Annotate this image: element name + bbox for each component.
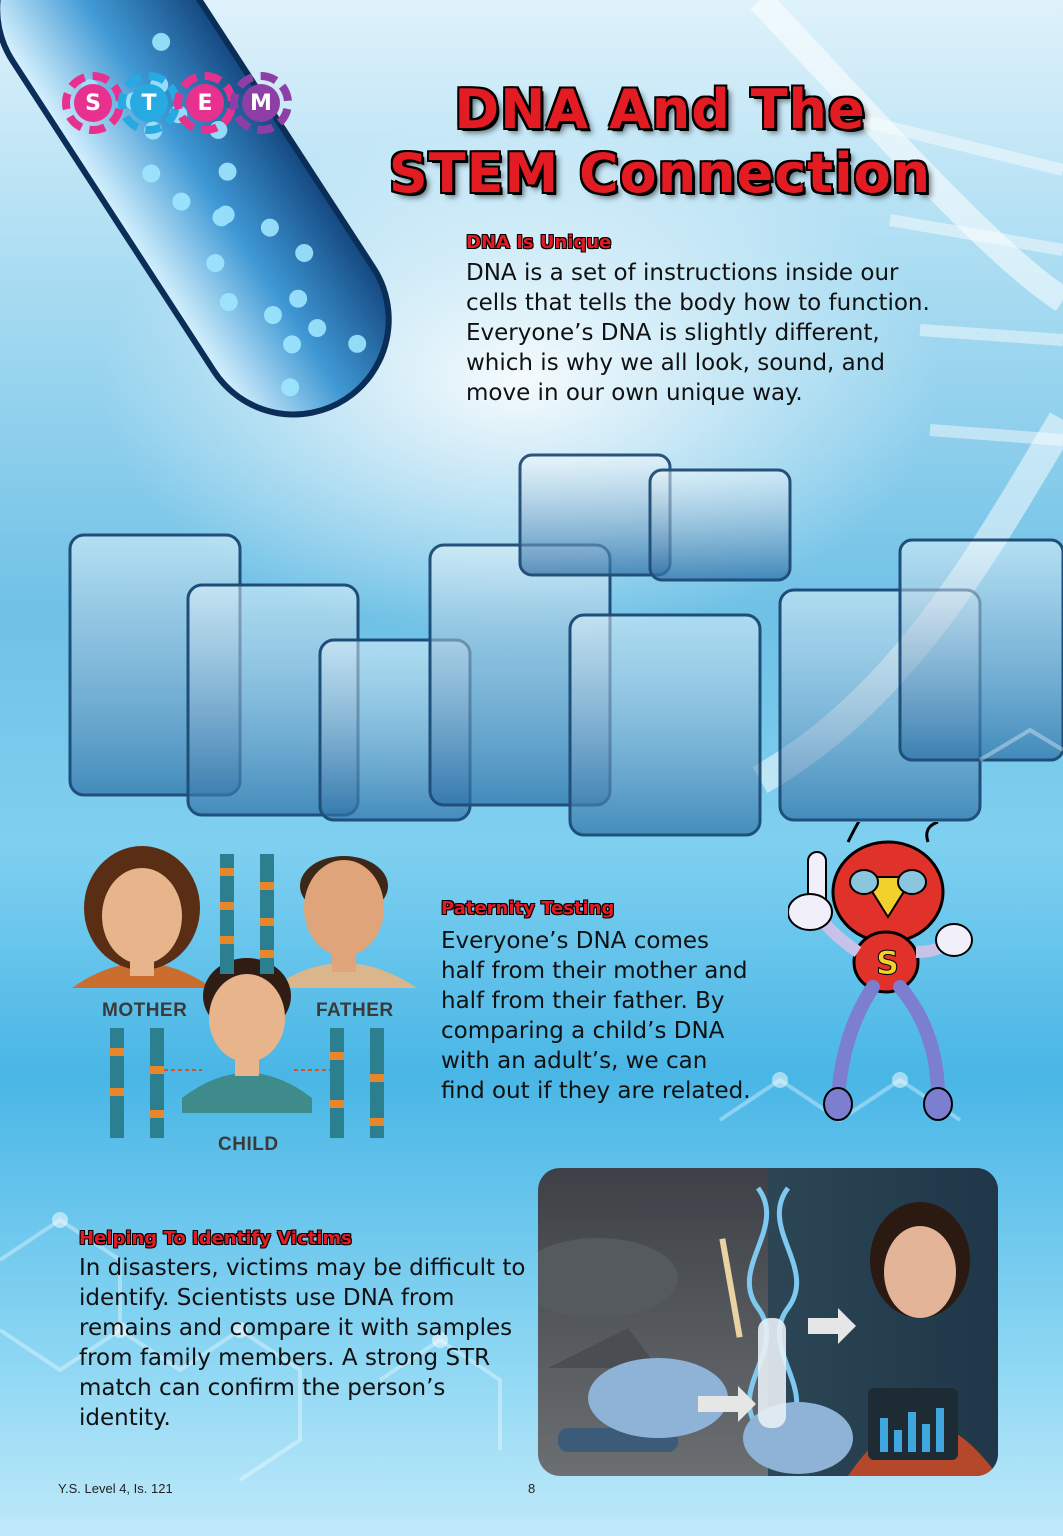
family-dna-illustration [72, 838, 432, 1168]
father-portrait [272, 856, 417, 988]
forensic-scene-graphic [538, 1168, 998, 1476]
label-father: FATHER [316, 1000, 394, 1021]
forensic-dna-photo [538, 1168, 998, 1476]
title-line-2: STEM Connection [388, 142, 932, 205]
title-line-1: DNA And The [454, 78, 866, 141]
mother-portrait [72, 846, 212, 988]
section-heading-paternity: Paternity Testing [441, 898, 615, 919]
logo-letter-t: T [130, 84, 168, 122]
logo-letter-s: S [74, 84, 112, 122]
label-mother: MOTHER [102, 1000, 188, 1021]
logo-letter-e: E [186, 84, 224, 122]
section-body-victims: In disasters, victims may be difficult to identify. Scientists use DNA from remains and compare it with samples from family members. A strong STR match can confirm the person’s identity. [79, 1255, 526, 1431]
page-number: 8 [528, 1481, 536, 1496]
section-heading-dna-unique: DNA Is Unique [466, 232, 612, 253]
section-heading-victims: Helping To Identify Victims [79, 1228, 352, 1249]
gear-icon-m [230, 72, 292, 134]
issue-label: Y.S. Level 4, Is. 121 [58, 1481, 173, 1496]
label-child: CHILD [218, 1134, 279, 1155]
gear-icon-e [174, 72, 236, 134]
svg-text:S: S [876, 944, 900, 982]
gear-icon-s [62, 72, 124, 134]
section-body-dna-unique: DNA is a set of instructions inside our cells that tells the body how to function. Everyone’s DNA is slightly different, which is why we all look, sound, and move in our own unique way. [466, 260, 930, 406]
logo-letter-m: M [242, 84, 280, 122]
page-title [360, 78, 960, 206]
stem-logo [62, 72, 292, 134]
gear-icon-t [118, 72, 180, 134]
mascot-character [788, 822, 988, 1122]
section-body-paternity: Everyone’s DNA comes half from their mother and half from their father. By comparing a child’s DNA with an adult’s, we can find out if they are related. [441, 928, 751, 1104]
